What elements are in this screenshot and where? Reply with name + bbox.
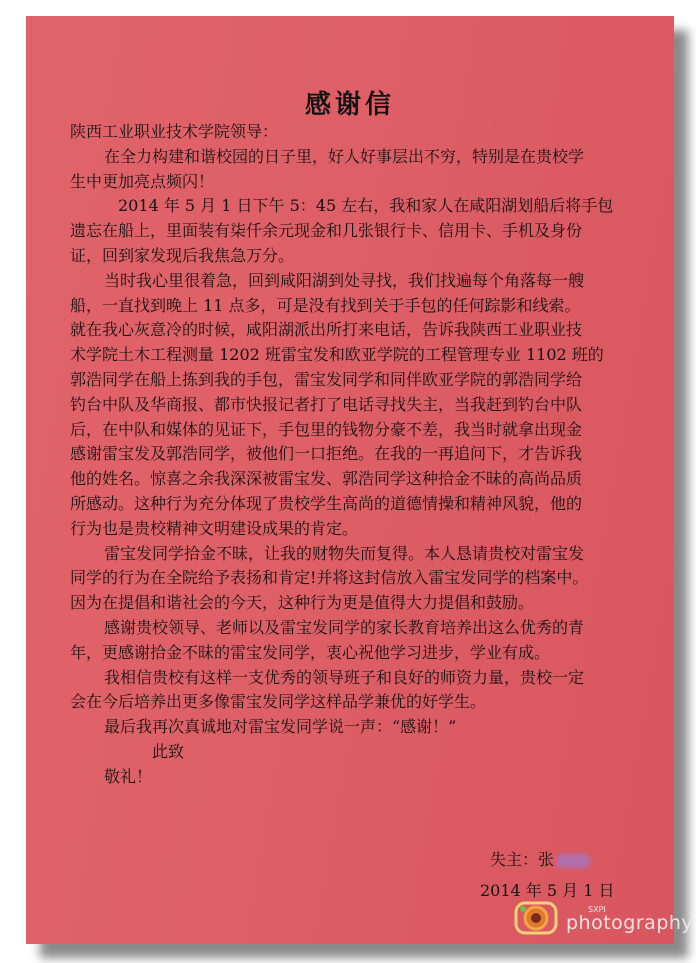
signature xyxy=(490,847,590,870)
body-line: 会在今后培养出更多像雷宝发同学这样品学兼优的好学生。 xyxy=(70,692,487,712)
letter-body xyxy=(70,120,660,790)
body-line: 后，在中队和媒体的见证下，手包里的钱物分豪不差，我当时就拿出现金 xyxy=(70,419,583,439)
body-line: 我相信贵校有这样一支优秀的领导班子和良好的师资力量，贵校一定 xyxy=(104,667,585,687)
salutation: 陕西工业职业技术学院领导： xyxy=(70,122,279,141)
body-line: 最后我再次真诚地对雷宝发同学说一声：“感谢！” xyxy=(104,717,457,737)
body-line: 术学院土木工程测量 1202 班雷宝发和欧亚学院的工程管理专业 1102 班的 xyxy=(70,345,604,365)
body-line: 郭浩同学在船上拣到我的手包，雷宝发同学和同伴欧亚学院的郭浩同学给 xyxy=(70,369,583,389)
body-line: 他的姓名。惊喜之余我深深被雷宝发、郭浩同学这种拾金不昧的高尚品质 xyxy=(70,469,583,489)
body-line: 因为在提倡和谐社会的今天，这种行为更是值得大力提倡和鼓励。 xyxy=(70,593,535,613)
redacted-name xyxy=(556,854,590,868)
body-line: 感谢雷宝发及郭浩同学，被他们一口拒绝。在我的一再追问下，才告诉我 xyxy=(70,444,583,464)
signature-label: 失主：张 xyxy=(490,850,555,869)
closing-salute: 敬礼！ xyxy=(104,766,153,786)
closing-line: 此致 xyxy=(152,741,185,761)
watermark-text: photography xyxy=(566,912,694,934)
watermark-tag: SXPI xyxy=(588,905,606,914)
body-line: 当时我心里很着急，回到咸阳湖到处寻找，我们找遍每个角落每一艘 xyxy=(104,270,585,290)
body-line: 生中更加亮点频闪！ xyxy=(70,171,215,191)
body-line: 行为也是贵校精神文明建设成果的肯定。 xyxy=(70,518,359,538)
body-line: 同学的行为在全院给予表扬和肯定!并将这封信放入雷宝发同学的档案中。 xyxy=(70,568,589,588)
body-line: 所感动。这种行为充分体现了贵校学生高尚的道德情操和精神风貌，他的 xyxy=(70,493,583,513)
letter-paper xyxy=(26,16,674,944)
letter-date: 2014 年 5 月 1 日 xyxy=(480,881,615,900)
body-line: 在全力构建和谐校园的日子里，好人好事层出不穷，特别是在贵校学 xyxy=(104,146,585,166)
body-line: 就在我心灰意冷的时候，咸阳湖派出所打来电话，告诉我陕西工业职业技 xyxy=(70,320,583,340)
body-line: 年，更感谢拾金不昧的雷宝发同学，衷心祝他学习进步，学业有成。 xyxy=(70,642,551,662)
camera-logo-icon xyxy=(514,897,560,937)
letter-title: 感谢信 xyxy=(304,90,395,120)
body-line: 船，一直找到晚上 11 点多，可是没有找到关于手包的任何踪影和线索。 xyxy=(70,295,581,315)
body-line: 证，回到家发现后我焦急万分。 xyxy=(70,245,295,265)
body-line: 遗忘在船上，里面装有柒仟余元现金和几张银行卡、信用卡、手机及身份 xyxy=(70,221,583,241)
body-line: 钓台中队及华商报、都市快报记者打了电话寻找失主，当我赶到钓台中队 xyxy=(70,394,583,414)
body-line: 感谢贵校领导、老师以及雷宝发同学的家长教育培养出这么优秀的青 xyxy=(104,617,585,637)
body-line: 2014 年 5 月 1 日下午 5：45 左右，我和家人在咸阳湖划船后将手包 xyxy=(118,196,614,216)
body-line: 雷宝发同学拾金不昧，让我的财物失而复得。本人恳请贵校对雷宝发 xyxy=(104,543,585,563)
